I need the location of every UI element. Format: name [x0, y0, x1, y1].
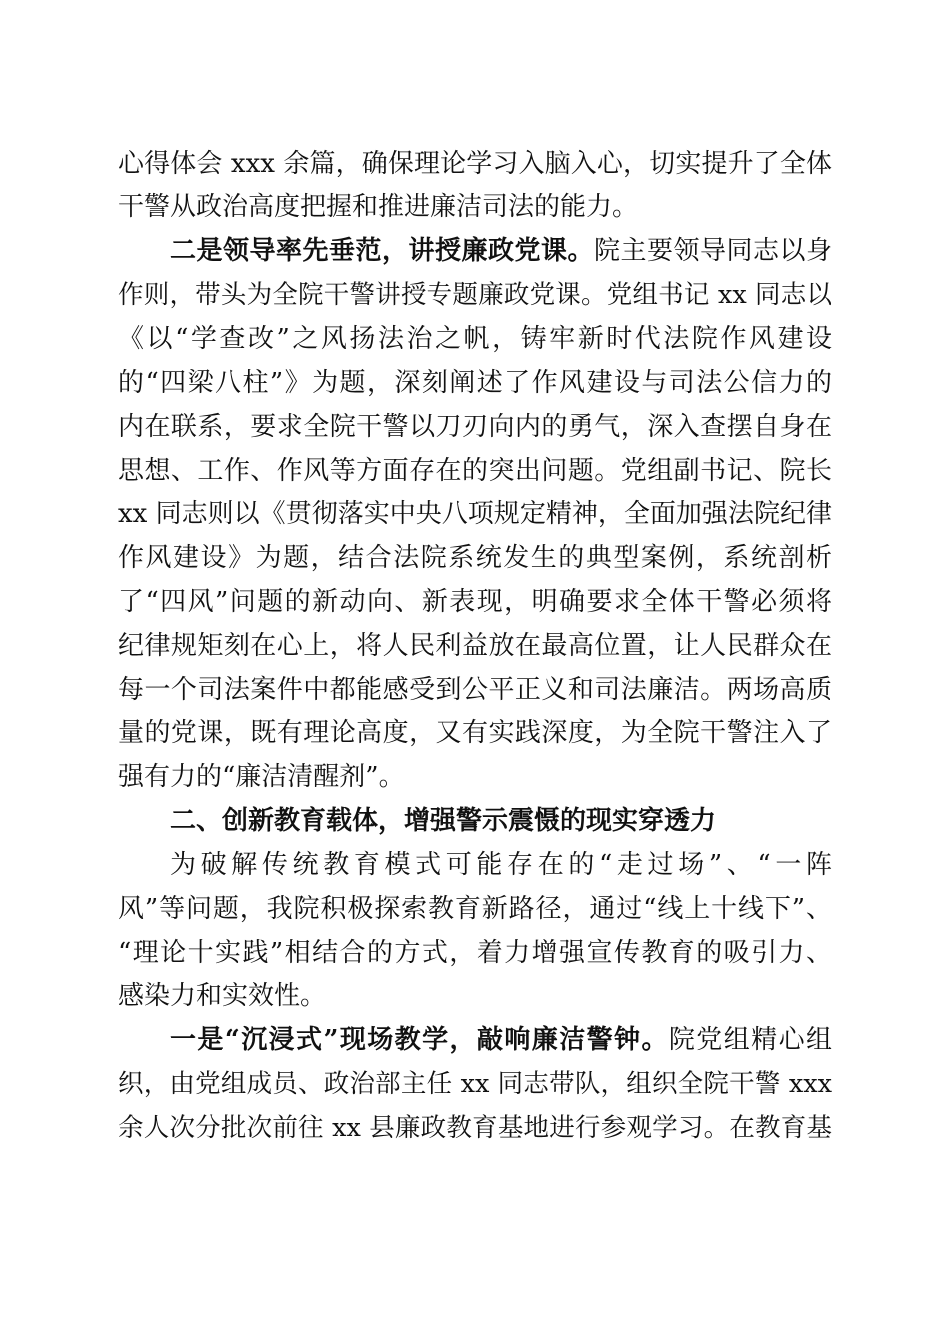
- paragraph-lead: 一是“沉浸式”现场教学，敲响廉洁警钟。: [170, 1025, 669, 1055]
- paragraph-line: 作则，带头为全院干警讲授专题廉政党课。党组书记 xx 同志以: [118, 280, 832, 310]
- paragraph-line: 风”等问题，我院积极探索教育新路径，通过“线上十线下”、: [118, 894, 832, 924]
- paragraph-lead: 二是领导率先垂范，讲授廉政党课。: [170, 236, 594, 266]
- paragraph-line: 思想、工作、作风等方面存在的突出问题。党组副书记、院长: [118, 456, 832, 486]
- paragraph-line: 感染力和实效性。: [118, 981, 327, 1011]
- paragraph-line: 量的党课，既有理论高度，又有实践深度，为全院干警注入了: [118, 718, 832, 748]
- paragraph-line: “理论十实践”相结合的方式，着力增强宣传教育的吸引力、: [118, 938, 832, 968]
- paragraph-line: 作风建设》为题，结合法院系统发生的典型案例，系统剖析: [118, 543, 832, 573]
- paragraph-line: 内在联系，要求全院干警以刀刃向内的勇气，深入查摆自身在: [118, 412, 832, 442]
- paragraph-first-line: 为破解传统教育模式可能存在的“走过场”、“一阵: [170, 850, 832, 880]
- paragraph-line: 每一个司法案件中都能感受到公平正义和司法廉洁。两场高质: [118, 675, 832, 705]
- paragraph-text: 院主要领导同志以身: [593, 236, 832, 266]
- paragraph-text: 院党组精心组: [668, 1025, 832, 1055]
- paragraph-first-line: [170, 1020, 832, 1060]
- paragraph-line: 纪律规矩刻在心上，将人民利益放在最高位置，让人民群众在: [118, 631, 832, 661]
- paragraph-first-line: [170, 231, 832, 271]
- section-heading: 二、创新教育载体，增强警示震慑的现实穿透力: [170, 806, 717, 836]
- paragraph-line: 余人次分批次前往 xx 县廉政教育基地进行参观学习。在教育基: [118, 1113, 832, 1143]
- paragraph-line: 的“四梁八柱”》为题，深刻阐述了作风建设与司法公信力的: [118, 368, 832, 398]
- paragraph-line: 干警从政治高度把握和推进廉洁司法的能力。: [118, 192, 639, 222]
- paragraph-line: 了“四风”问题的新动向、新表现，明确要求全体干警必须将: [118, 587, 832, 617]
- paragraph-line: 织，由党组成员、政治部主任 xx 同志带队，组织全院干警 xxx: [118, 1069, 832, 1099]
- paragraph-line: xx 同志则以《贯彻落实中央八项规定精神，全面加强法院纪律: [118, 499, 832, 529]
- paragraph-line: 强有力的“廉洁清醒剂”。: [118, 762, 405, 792]
- paragraph-line: 《以“学查改”之风扬法治之帆，铸牢新时代法院作风建设: [118, 324, 832, 354]
- paragraph-line: 心得体会 xxx 余篇，确保理论学习入脑入心，切实提升了全体: [118, 149, 832, 179]
